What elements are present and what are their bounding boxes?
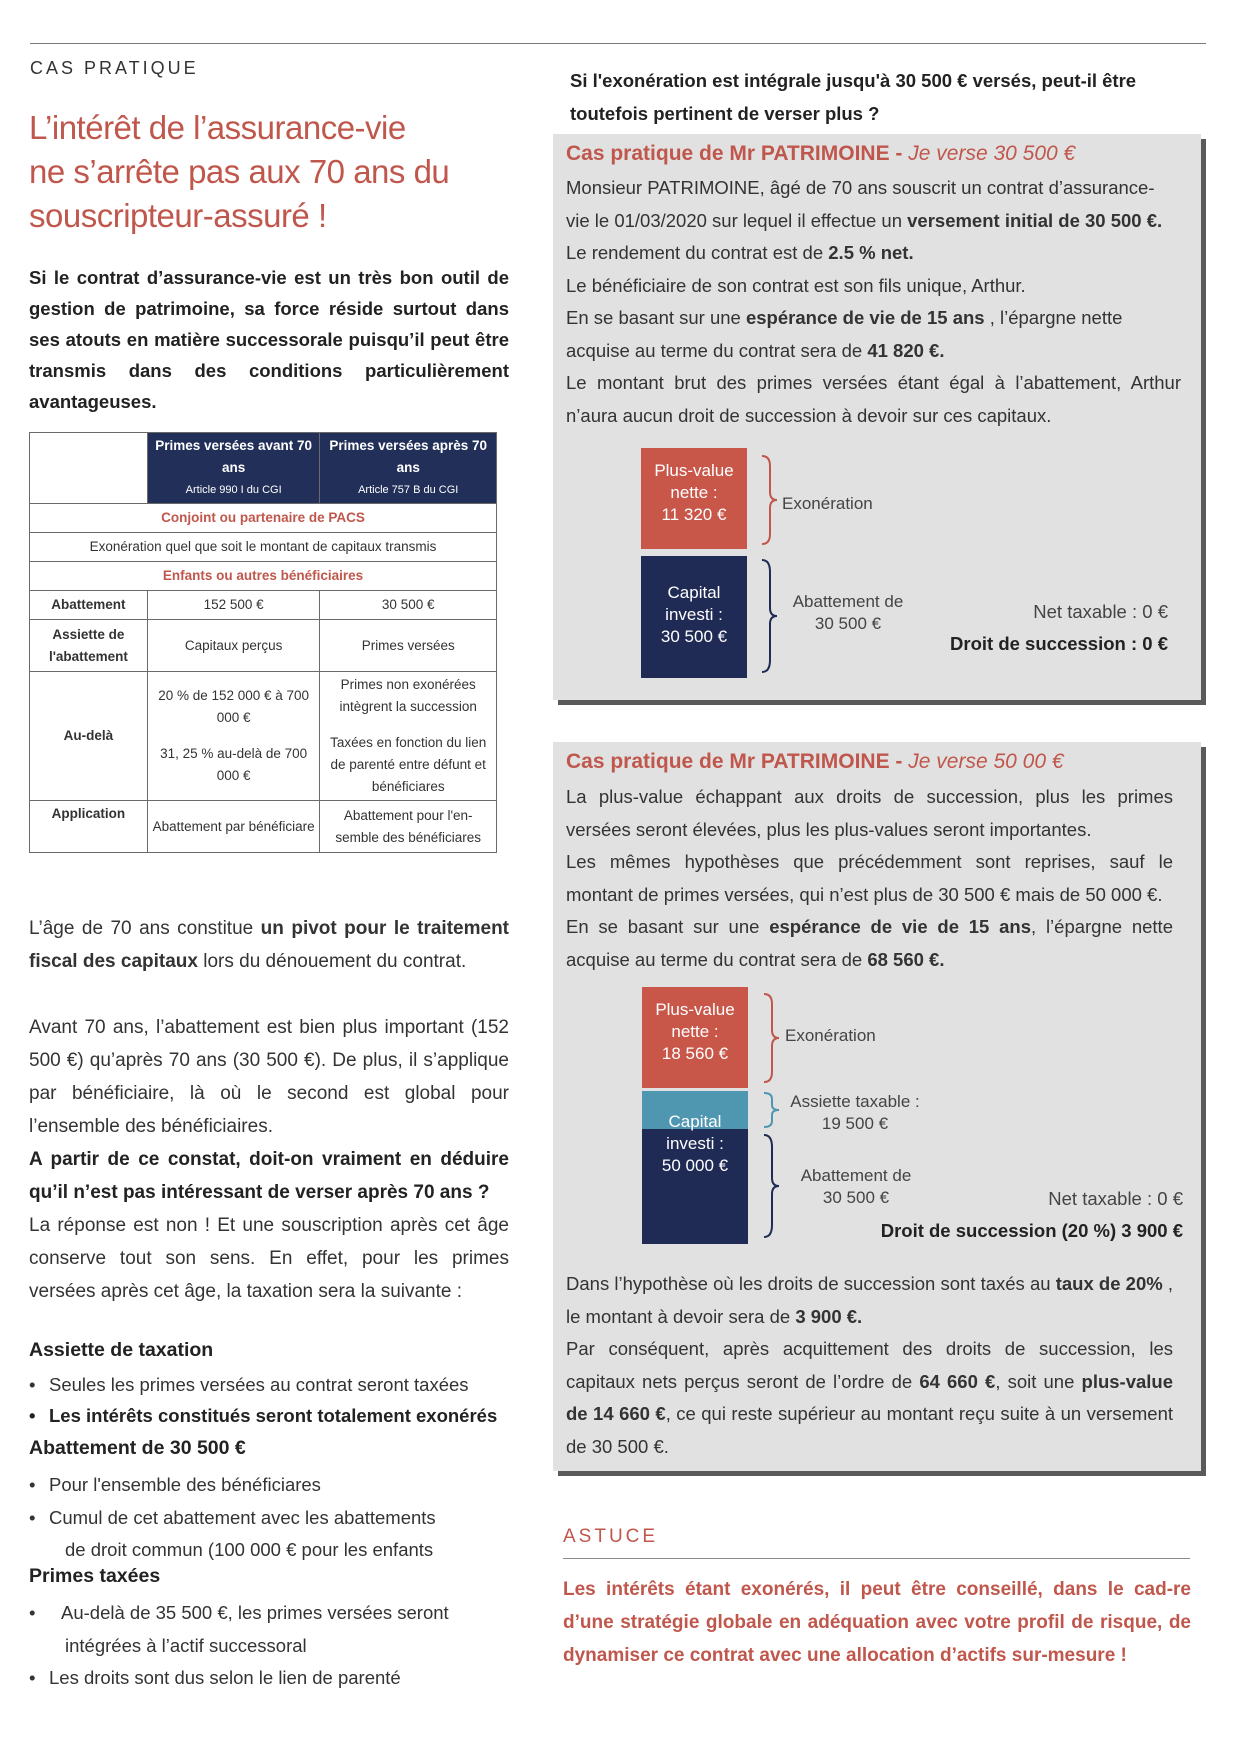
- title-line: souscripteur-assuré !: [29, 197, 327, 234]
- table-cell: Primes non exonérées intègrent la succession Taxées en fonction du lien de parenté entre défunt et bénéficiares: [320, 672, 497, 801]
- exoneration-label: Exonération: [782, 494, 873, 513]
- droit-succession: Droit de succession (20 %) 3 900 €: [880, 1220, 1183, 1241]
- net-taxable: Net taxable : 0 €: [1048, 1188, 1183, 1209]
- row-conjoint: Conjoint ou partenaire de PACS: [30, 504, 497, 533]
- case-title: Cas pratique de Mr PATRIMOINE - Je verse 30 500 €: [566, 142, 1076, 165]
- table-cell: Abattement pour l'en-semble des bénéficiares: [320, 801, 497, 853]
- row-label: Assiette de l'abattement: [30, 620, 148, 672]
- table-cell: 30 500 €: [320, 591, 497, 620]
- intro-paragraph: Si le contrat d’assurance-vie est un très bon outil de gestion de patrimoine, sa force réside surtout dans ses atouts en matière successorale puisqu’il peut être transmis dans des conditions particulièrement avantageuses.: [29, 267, 509, 412]
- capital-investi-bar: Capital investi : 30 500 €: [641, 556, 747, 678]
- subheading-primes: Primes taxées: [29, 1565, 161, 1587]
- capital-investi-label: Capital investi : 50 000 €: [661, 1112, 729, 1175]
- assiette-taxable-label: Assiette taxable : 19 500 €: [790, 1092, 920, 1133]
- row-label: Application: [30, 801, 148, 853]
- table-row: [30, 533, 497, 562]
- plus-value-bar: Plus-value nette : 11 320 €: [641, 448, 747, 549]
- subheading-assiette: Assiette de taxation: [29, 1339, 214, 1361]
- plus-value-bar: Plus-value nette : 18 560 €: [642, 987, 748, 1088]
- list-item: • Les intérêts constitués seront totalement exonérés: [29, 1405, 498, 1426]
- article-ref: Article 757 B du CGI: [358, 484, 459, 496]
- table-row: [30, 433, 497, 504]
- row-label: Abattement: [30, 591, 148, 620]
- table-cell: Capitaux perçus: [147, 620, 320, 672]
- table-cell: Abattement par bénéficiare: [147, 801, 320, 853]
- page-title: [29, 106, 499, 238]
- brace-icon: [758, 454, 780, 546]
- case-title: Cas pratique de Mr PATRIMOINE - Je verse 50 00 €: [566, 750, 1064, 773]
- table-row: [30, 504, 497, 533]
- abattement-label: Abattement de 30 500 €: [800, 1166, 912, 1207]
- brace-icon: [760, 1133, 782, 1239]
- table-row: [30, 801, 497, 853]
- list-item: • Cumul de cet abattement avec les abattements: [29, 1507, 436, 1528]
- astuce-kicker: ASTUCE: [563, 1526, 659, 1547]
- astuce-rule: [563, 1558, 1190, 1559]
- brace-icon: [760, 992, 782, 1084]
- row-label: Au-delà: [30, 672, 148, 801]
- table-row: [30, 562, 497, 591]
- exoneration-label: Exonération: [785, 1026, 876, 1045]
- list-item: • Pour l'ensemble des bénéficiares: [29, 1474, 321, 1495]
- row-exoneration: Exonération quel que soit le montant de capitaux transmis: [30, 533, 497, 562]
- header-before-70: Primes versées avant 70 ans Article 990 I du CGI: [147, 433, 320, 504]
- answer-paragraph: La réponse est non ! Et une souscription après cet âge conserve tout son sens. En effet, pour les primes versées après cet âge, la taxation sera la suivante :: [29, 1215, 509, 1302]
- section-kicker: CAS PRATIQUE: [30, 58, 199, 78]
- brace-icon: [758, 558, 780, 674]
- title-line: ne s’arrête pas aux 70 ans du: [29, 153, 450, 190]
- table-cell: 152 500 €: [147, 591, 320, 620]
- case-conclusion: Dans l’hypothèse où les droits de succession sont taxés au taux de 20% , le montant à devoir sera de 3 900 €. Par conséquent, après acquittement des droits de succession, les capitaux nets perçus seront de l’ordre de 64 660 €, soit une plus-value de 14 660 €, ce qui reste supérieur au montant reçu suite à un versement de 30 500 €.: [566, 1273, 1174, 1457]
- list-item: • Seules les primes versées au contrat seront taxées: [29, 1374, 469, 1395]
- abattement-paragraph: Avant 70 ans, l’abattement est bien plus important (152 500 €) qu’après 70 ans (30 500 €). De plus, il s’applique par bénéficiaire, là où le second est global pour l’ensemble des bénéficiaires.: [29, 1017, 509, 1137]
- list-item: • Les droits sont dus selon le lien de parenté: [29, 1667, 401, 1688]
- list-item-continuation: intégrées à l’actif successoral: [65, 1635, 307, 1656]
- table-row: [30, 672, 497, 801]
- table-row: [30, 591, 497, 620]
- table-row: [30, 620, 497, 672]
- net-taxable: Net taxable : 0 €: [1033, 601, 1168, 622]
- top-rule: [30, 43, 1206, 44]
- comparison-table: [29, 432, 497, 853]
- header-after-70: Primes versées après 70 ans Article 757 B du CGI: [320, 433, 497, 504]
- case-body: La plus-value échappant aux droits de succession, plus les primes versées seront élevées, plus les plus-values seront importantes. Les mêmes hypothèses que précédemment sont reprises, sauf le montant de primes versées, qui n’est plus de 30 500 € mais de 50 000 €. En se basant sur une espérance de vie de 15 ans, l’épargne nette acquise au terme du contrat sera de 68 560 €.: [566, 786, 1173, 970]
- table-cell: Primes versées: [320, 620, 497, 672]
- article-ref: Article 990 I du CGI: [185, 484, 282, 496]
- astuce-text: Les intérêts étant exonérés, il peut être conseillé, dans le cad-re d’une stratégie globale en adéquation avec votre profil de risque, de dynamiser ce contrat avec une allocation d’actifs sur-mesure !: [563, 1579, 1191, 1666]
- droit-succession: Droit de succession : 0 €: [950, 633, 1168, 654]
- title-line: L’intérêt de l’assurance-vie: [29, 109, 406, 146]
- table-corner-cell: [30, 433, 148, 504]
- abattement-label: Abattement de 30 500 €: [792, 592, 904, 633]
- pivot-paragraph: L’âge de 70 ans constitue un pivot pour le traitement fiscal des capitaux lors du dénouement du contrat.: [29, 918, 509, 972]
- subheading-abattement: Abattement de 30 500 €: [29, 1437, 246, 1459]
- question-paragraph: A partir de ce constat, doit-on vraiment en déduire qu’il n’est pas intéressant de verser après 70 ans ?: [29, 1149, 509, 1203]
- list-item: • Au-delà de 35 500 €, les primes versées seront: [29, 1602, 449, 1623]
- table-cell: 20 % de 152 000 € à 700 000 € 31, 25 % au-delà de 700 000 €: [147, 672, 320, 801]
- row-enfants: Enfants ou autres bénéficiaires: [30, 562, 497, 591]
- case-body: Monsieur PATRIMOINE, âgé de 70 ans souscrit un contrat d’assurance- vie le 01/03/2020 sur lequel il effectue un versement initial de 30 500 €. Le rendement du contrat est de 2.5 % net. Le bénéficiaire de son contrat est son fils unique, Arthur. En se basant sur une espérance de vie de 15 ans , l’épargne nette acquise au terme du contrat sera de 41 820 €. Le montant brut des primes versées étant égal à l’abattement, Arthur n’aura aucun droit de succession à devoir sur ces capitaux.: [566, 177, 1181, 426]
- list-item-continuation: de droit commun (100 000 € pour les enfants: [65, 1539, 434, 1560]
- question-heading: Si l'exonération est intégrale jusqu'à 30 500 € versés, peut-il être toutefois pertinent de verser plus ?: [570, 70, 1137, 124]
